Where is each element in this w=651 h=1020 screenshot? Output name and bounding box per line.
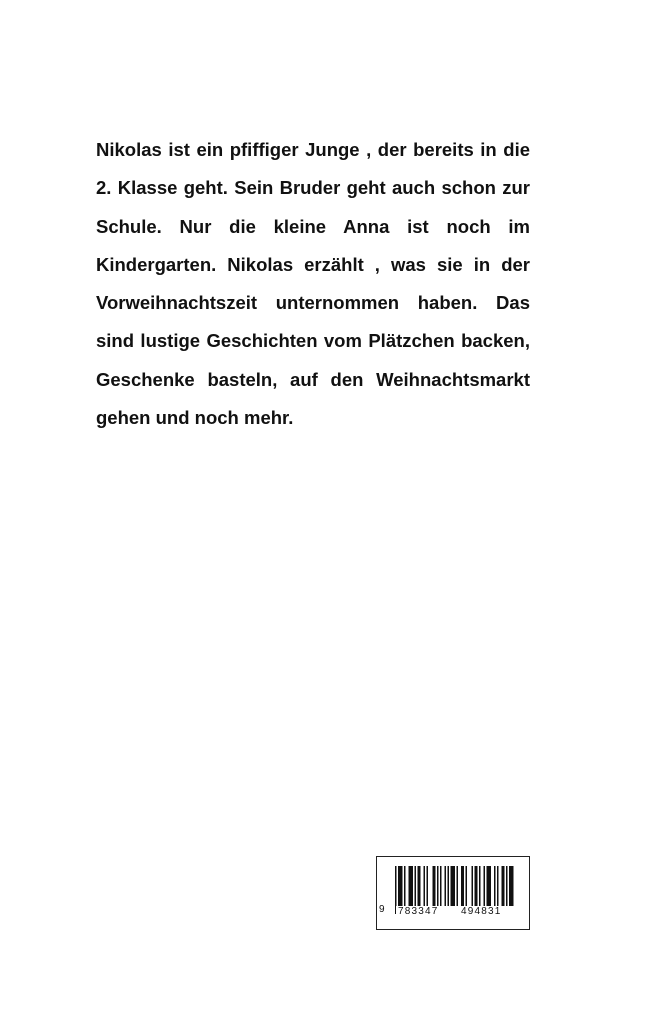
barcode-left-digits: 783347 — [398, 906, 439, 917]
barcode-bar — [497, 866, 499, 906]
barcode-bar — [400, 866, 403, 906]
blurb-line: 2. Klasse geht. Sein Bruder geht auch schon zur — [96, 177, 530, 199]
barcode-bar — [409, 866, 414, 906]
barcode-bar — [433, 866, 436, 906]
barcode-bar — [427, 866, 429, 906]
blurb-line-last: gehen und noch mehr. — [96, 407, 294, 429]
barcode-lead-digit: 9 — [379, 904, 385, 915]
barcode-bar — [448, 866, 450, 906]
isbn-barcode — [376, 856, 530, 930]
barcode-bar — [475, 866, 478, 906]
barcode-bar — [404, 866, 406, 906]
barcode-bar — [451, 866, 456, 906]
blurb-line: Kindergarten. Nikolas erzählt , was sie in der — [96, 253, 530, 275]
barcode-bar — [461, 866, 464, 906]
blurb-line: Geschenke basteln, auf den Weihnachtsmarkt — [96, 368, 530, 390]
barcode-bar — [437, 866, 439, 906]
barcode-bar — [487, 866, 492, 906]
barcode-bar — [494, 866, 496, 906]
barcode-bar — [506, 866, 508, 906]
blurb-line: Nikolas ist ein pfiffiger Junge , der bereits in die — [96, 139, 530, 160]
blurb-line: Vorweihnachtszeit unternommen haben. Das — [96, 292, 530, 314]
blurb-line: Schule. Nur die kleine Anna ist noch im — [96, 215, 530, 237]
barcode-right-digits: 494831 — [461, 906, 502, 917]
barcode-bar — [479, 866, 481, 906]
blurb-paragraph — [96, 131, 530, 437]
blurb-line: sind lustige Geschichten vom Plätzchen backen, — [96, 330, 530, 352]
barcode-bar — [424, 866, 426, 906]
barcode-bar — [509, 866, 514, 906]
barcode-bar — [445, 866, 447, 906]
barcode-bar — [484, 866, 486, 906]
barcode-bar — [440, 866, 442, 906]
barcode-bar — [502, 866, 505, 906]
barcode-bar — [418, 866, 421, 906]
barcode-bar — [457, 866, 459, 906]
barcode-bar — [415, 866, 417, 906]
